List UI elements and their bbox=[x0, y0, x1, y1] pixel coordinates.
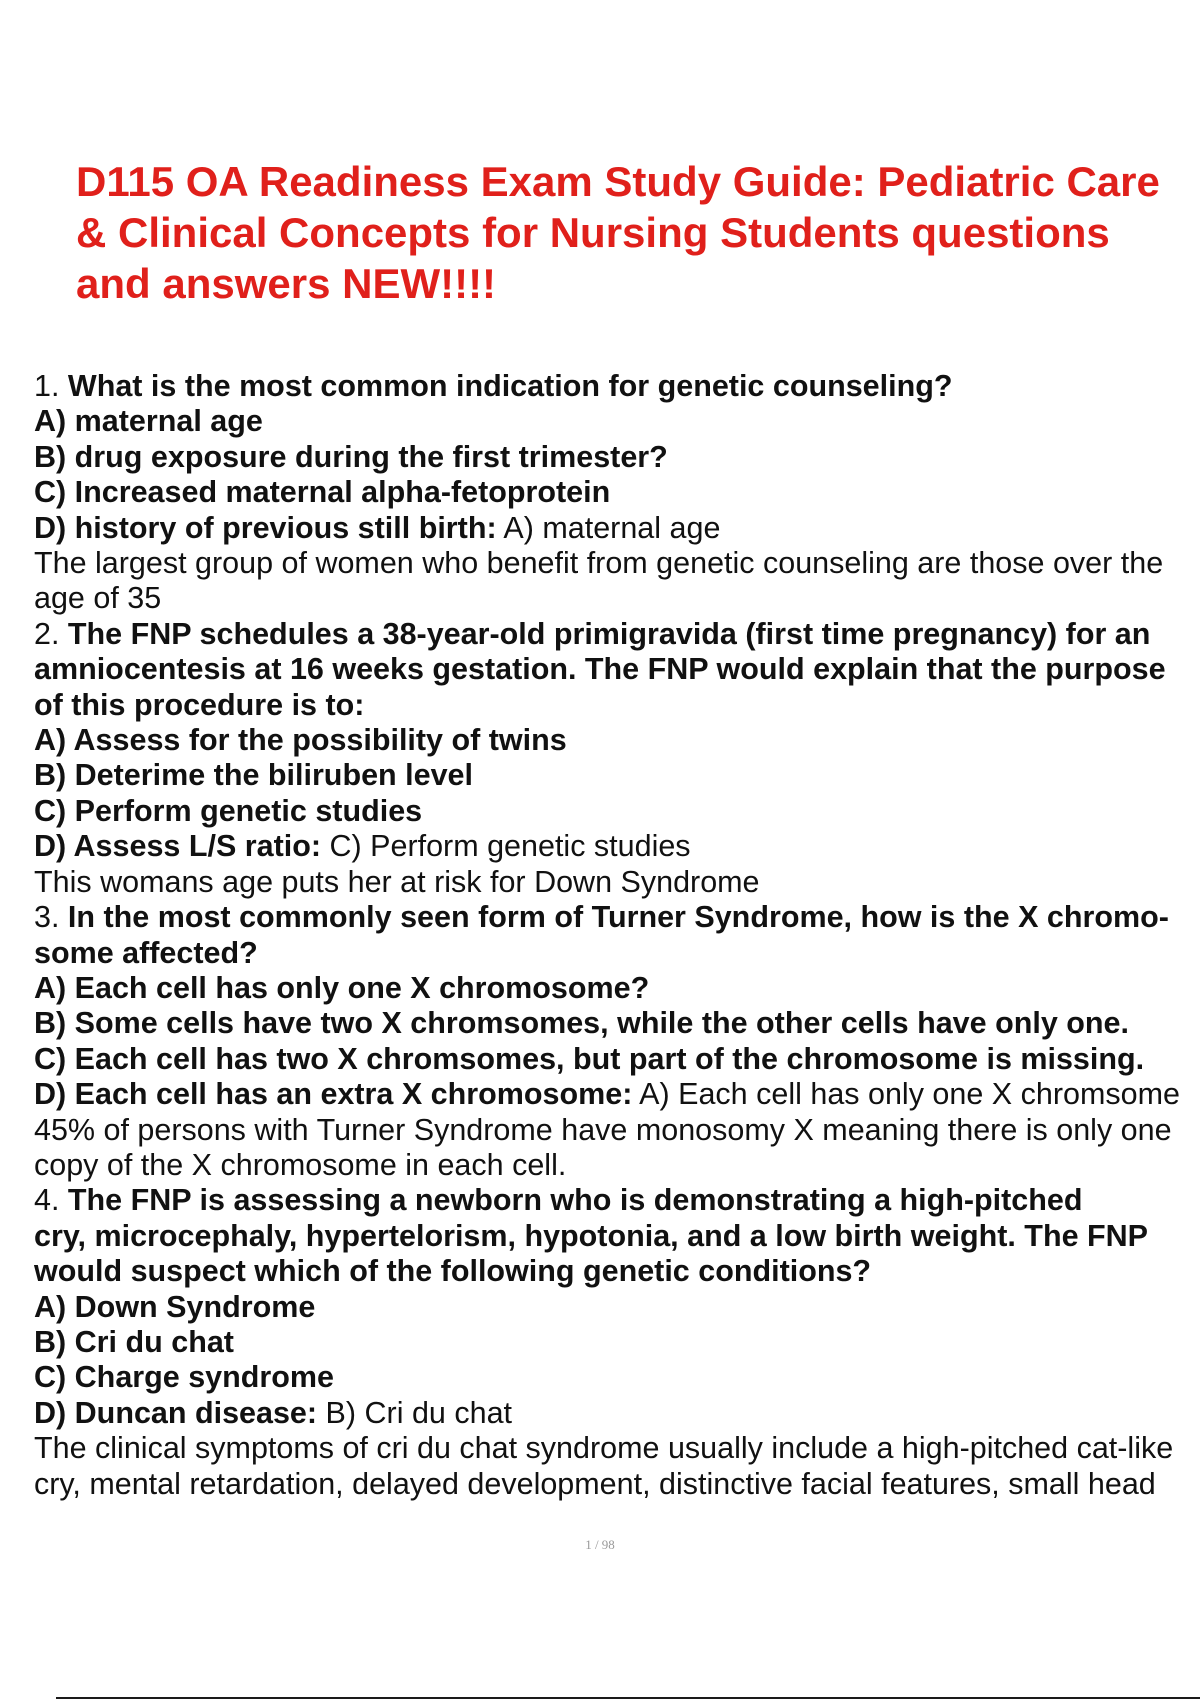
question-prompt-continued bbox=[34, 652, 1200, 687]
question-text: The FNP is assessing a newborn who is demonstrating a high-pitched bbox=[67, 1183, 1083, 1218]
answer-rationale: copy of the X chromosome in each cell. bbox=[34, 1147, 567, 1182]
question-text: would suspect which of the following genetic conditions? bbox=[34, 1254, 872, 1289]
answer-option: B) Cri du chat bbox=[34, 1324, 234, 1359]
answer-option: A) maternal age bbox=[34, 404, 263, 439]
answer-rationale: This womans age puts her at risk for Down Syndrome bbox=[34, 864, 760, 899]
question-block-4 bbox=[34, 1183, 1200, 1502]
question-prompt bbox=[34, 369, 1200, 404]
question-text: some affected? bbox=[34, 935, 258, 970]
question-text: The FNP schedules a 38-year-old primigravida (first time pregnancy) for an bbox=[67, 616, 1151, 651]
answer-option: A) Assess for the possibility of twins bbox=[34, 723, 567, 758]
title-line-3: and answers NEW!!!! bbox=[76, 260, 497, 307]
answer-rationale: age of 35 bbox=[34, 581, 162, 616]
correct-answer: C) Perform genetic studies bbox=[329, 829, 691, 864]
answer-option: D) history of previous still birth: bbox=[34, 510, 497, 545]
question-text: of this procedure is to: bbox=[34, 687, 365, 722]
answer-option: B) Some cells have two X chromsomes, while the other cells have only one. bbox=[34, 1006, 1129, 1041]
correct-answer: B) Cri du chat bbox=[325, 1395, 513, 1430]
answer-option: A) Down Syndrome bbox=[34, 1289, 316, 1324]
answer-option-with-answer bbox=[34, 1077, 1200, 1112]
footer-divider bbox=[56, 1697, 1200, 1699]
question-prompt bbox=[34, 900, 1200, 935]
correct-answer: A) maternal age bbox=[503, 510, 721, 545]
page-number: 1 / 98 bbox=[585, 1537, 615, 1552]
answer-option-with-answer bbox=[34, 511, 1200, 546]
answer-rationale: 45% of persons with Turner Syndrome have monosomy X meaning there is only one bbox=[34, 1112, 1172, 1147]
question-prompt-continued bbox=[34, 936, 1200, 971]
question-prompt-continued bbox=[34, 1254, 1200, 1289]
question-prompt-continued bbox=[34, 688, 1200, 723]
answer-option-with-answer bbox=[34, 1396, 1200, 1431]
answer-option: B) Deterime the biliruben level bbox=[34, 758, 473, 793]
title-line-2: & Clinical Concepts for Nursing Students questions bbox=[76, 209, 1110, 256]
answer-option: C) Charge syndrome bbox=[34, 1360, 334, 1395]
answer-option: D) Assess L/S ratio: bbox=[34, 829, 322, 864]
question-text: cry, microcephaly, hypertelorism, hypotonia, and a low birth weight. The FNP bbox=[34, 1218, 1149, 1253]
question-prompt bbox=[34, 1183, 1200, 1218]
question-prompt-continued bbox=[34, 1219, 1200, 1254]
correct-answer: A) Each cell has only one X chromsome bbox=[639, 1077, 1180, 1112]
answer-rationale: cry, mental retardation, delayed development, distinctive facial features, small head bbox=[34, 1466, 1156, 1501]
answer-rationale: The clinical symptoms of cri du chat syndrome usually include a high-pitched cat-like bbox=[34, 1431, 1174, 1466]
title-line-1: D115 OA Readiness Exam Study Guide: Pediatric Care bbox=[76, 158, 1160, 205]
answer-option: A) Each cell has only one X chromosome? bbox=[34, 970, 650, 1005]
answer-option: C) Each cell has two X chromsomes, but part of the chromosome is missing. bbox=[34, 1041, 1145, 1076]
document-title bbox=[76, 156, 1200, 309]
question-text: amniocentesis at 16 weeks gestation. The FNP would explain that the purpose bbox=[34, 652, 1166, 687]
answer-option-with-answer bbox=[34, 829, 1200, 864]
question-prompt bbox=[34, 617, 1200, 652]
question-block-1 bbox=[34, 369, 1200, 617]
question-text: In the most commonly seen form of Turner Syndrome, how is the X chromo- bbox=[67, 900, 1169, 935]
answer-option: C) Perform genetic studies bbox=[34, 793, 423, 828]
answer-option: B) drug exposure during the first trimester? bbox=[34, 439, 668, 474]
question-block-3 bbox=[34, 900, 1200, 1183]
answer-option: D) Each cell has an extra X chromosome: bbox=[34, 1077, 633, 1112]
answer-option: C) Increased maternal alpha-fetoprotein bbox=[34, 475, 611, 510]
question-number: 4. bbox=[34, 1183, 60, 1218]
answer-rationale: The largest group of women who benefit from genetic counseling are those over the bbox=[34, 546, 1164, 581]
question-number: 3. bbox=[34, 900, 60, 935]
question-number: 2. bbox=[34, 616, 60, 651]
questions-list bbox=[34, 369, 1200, 1502]
question-block-2 bbox=[34, 617, 1200, 900]
question-number: 1. bbox=[34, 369, 60, 403]
question-text: What is the most common indication for genetic counseling? bbox=[67, 369, 953, 403]
answer-option: D) Duncan disease: bbox=[34, 1395, 318, 1430]
